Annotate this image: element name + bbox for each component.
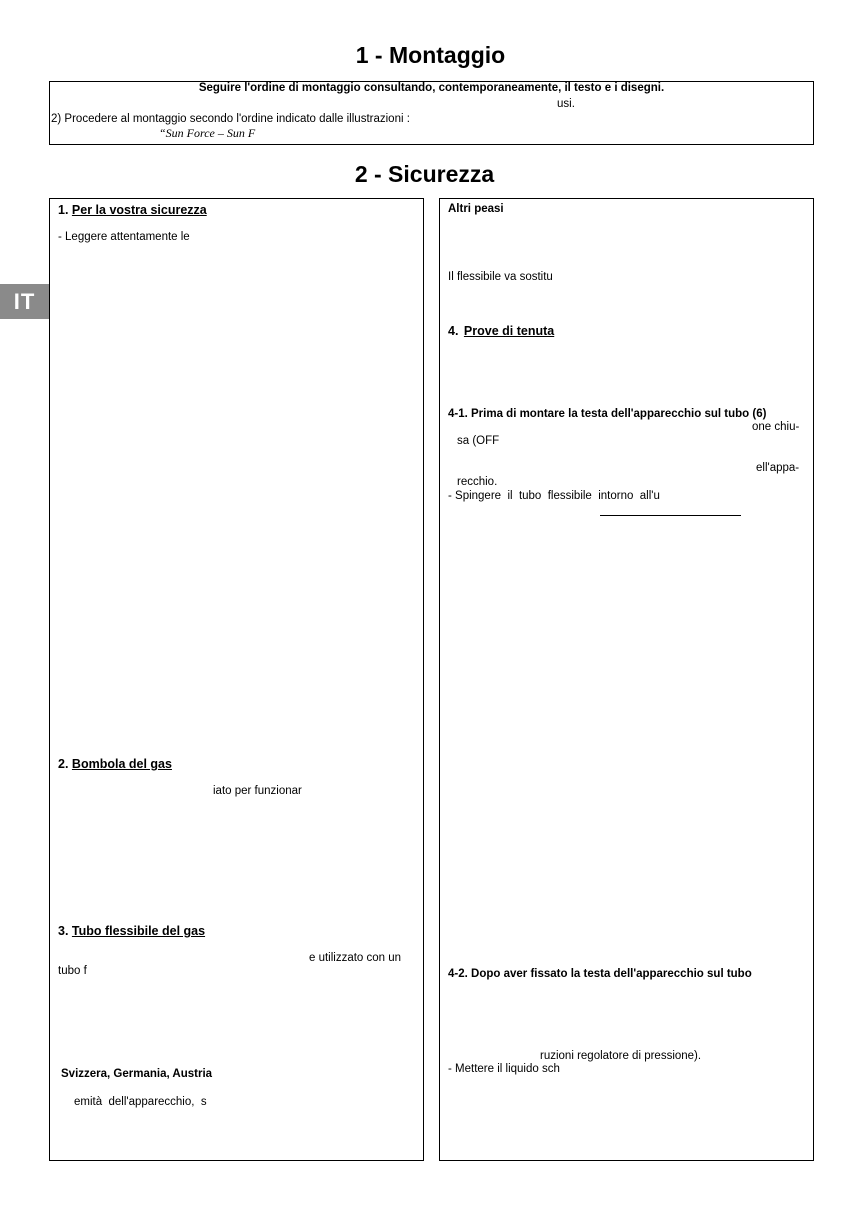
language-tab: IT — [0, 284, 49, 319]
underline-rule — [600, 515, 741, 516]
countries-label: Svizzera, Germania, Austria — [61, 1068, 213, 1080]
montaggio-models: “Sun Force – Sun F — [159, 126, 256, 140]
section-3-text-b: tubo f — [58, 965, 87, 977]
section-4-heading — [448, 324, 554, 338]
section-3-heading — [58, 924, 205, 938]
section-4-title: Prove di tenuta — [463, 324, 555, 338]
section-4-2-line1: ruzioni regolatore di pressione). — [540, 1050, 702, 1062]
flessibile-text: Il flessibile va sostitu — [448, 271, 553, 283]
section-1-text: - Leggere attentamente le — [58, 231, 190, 243]
montaggio-fragment: usi. — [557, 98, 575, 110]
section-1-heading — [58, 203, 207, 217]
section-4-1-title: 4-1. Prima di montare la testa dell'apparecchio sul tubo (6) — [448, 408, 767, 420]
right-column-box — [439, 198, 814, 1161]
section-4-1-line5: - Spingere il tubo flessibile intorno all'u — [448, 490, 660, 502]
section-3-text-a: e utilizzato con un — [309, 952, 402, 964]
section-4-2-title: 4-2. Dopo aver fissato la testa dell'apparecchio sul tubo — [448, 968, 752, 980]
section-3-number: 3. — [58, 924, 69, 938]
section-4-2-line2: - Mettere il liquido sch — [448, 1063, 560, 1075]
section-4-1-line2: sa (OFF — [457, 435, 500, 447]
section-2-heading — [58, 757, 172, 771]
section-4-1-line4: recchio. — [457, 476, 498, 488]
montaggio-bold-line: Seguire l'ordine di montaggio consultando, contemporaneamente, il testo e i disegni. — [198, 82, 665, 94]
section-2-number: 2. — [58, 757, 69, 771]
section-2-text: iato per funzionar — [213, 785, 302, 797]
left-column-box — [49, 198, 424, 1161]
montaggio-line2: 2) Procedere al montaggio secondo l'ordine indicato dalle illustrazioni : — [51, 113, 410, 125]
section-1-number: 1. — [58, 203, 69, 217]
section-1-title: Per la vostra sicurezza — [71, 203, 207, 217]
section-3-title: Tubo flessibile del gas — [71, 924, 206, 938]
section-4-number: 4. — [448, 324, 459, 338]
section-3-text-c: emità dell'apparecchio, s — [74, 1096, 207, 1108]
section-4-1-line3: ell'appa- — [756, 462, 800, 474]
altri-paesi-label: Altri peasi — [448, 203, 504, 215]
montaggio-title: 1 - Montaggio — [355, 42, 506, 68]
section-4-1-line1: one chiu- — [752, 421, 800, 433]
section-2-title: Bombola del gas — [71, 757, 172, 771]
sicurezza-title: 2 - Sicurezza — [354, 161, 495, 187]
